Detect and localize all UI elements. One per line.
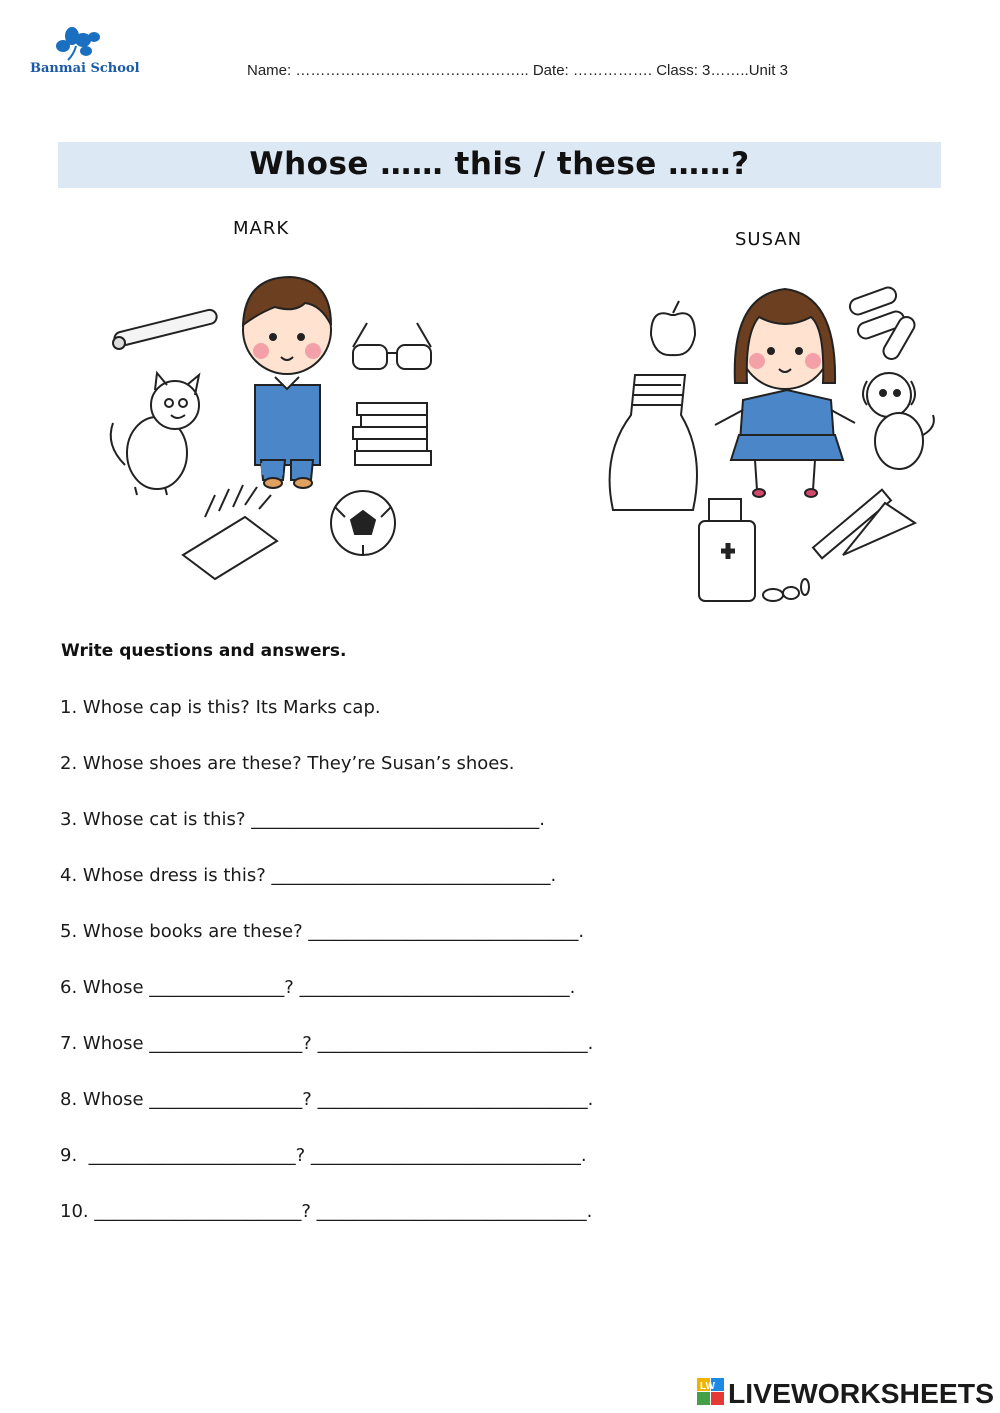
football-icon: [331, 491, 395, 555]
dog-icon: [863, 373, 934, 469]
plasters-icon: [848, 285, 918, 362]
school-name: Banmai School: [30, 61, 140, 76]
cat-icon: [111, 373, 199, 495]
books-icon: [353, 403, 431, 465]
question-9[interactable]: 9. _______________________? ______________________________.: [60, 1145, 587, 1166]
pills-icon: [763, 579, 809, 601]
dress-icon: [610, 375, 697, 510]
student-info-line: Name: ……………………………………….. Date: ……………. Class: 3……..Unit 3: [247, 62, 788, 79]
question-4[interactable]: 4. Whose dress is this? _______________________________.: [60, 865, 557, 886]
flower-icon: [56, 27, 100, 60]
crayons-icon: [183, 485, 277, 579]
footer-brand-text: LIVEWORKSHEETS: [728, 1378, 994, 1408]
question-1: 1. Whose cap is this? Its Marks cap.: [60, 697, 381, 718]
mark-boy-figure: [243, 277, 331, 488]
apple-icon: [651, 301, 695, 355]
svg-text:LW: LW: [700, 1381, 715, 1392]
illustrations: [95, 255, 955, 615]
susan-label: SUSAN: [735, 229, 803, 250]
instruction-text: Write questions and answers.: [61, 641, 347, 661]
medicine-bottle-icon: [699, 499, 755, 601]
question-2: 2. Whose shoes are these? They’re Susan’s shoes.: [60, 753, 515, 774]
question-7[interactable]: 7. Whose _________________? ______________________________.: [60, 1033, 594, 1054]
question-3[interactable]: 3. Whose cat is this? ________________________________.: [60, 809, 545, 830]
glasses-icon: [353, 323, 431, 369]
liveworksheets-logo: [697, 1376, 995, 1408]
thermometer-icon: [113, 308, 218, 349]
question-8[interactable]: 8. Whose _________________? ______________________________.: [60, 1089, 594, 1110]
ruler-set-square-icon: [813, 490, 915, 559]
mark-label: MARK: [233, 218, 290, 239]
question-5[interactable]: 5. Whose books are these? ______________________________.: [60, 921, 585, 942]
susan-girl-figure: [715, 289, 855, 497]
page-title: Whose …… this / these ……?: [249, 146, 750, 182]
question-6[interactable]: 6. Whose _______________? ______________________________.: [60, 977, 576, 998]
question-10[interactable]: 10. _______________________? ______________________________.: [60, 1201, 593, 1222]
